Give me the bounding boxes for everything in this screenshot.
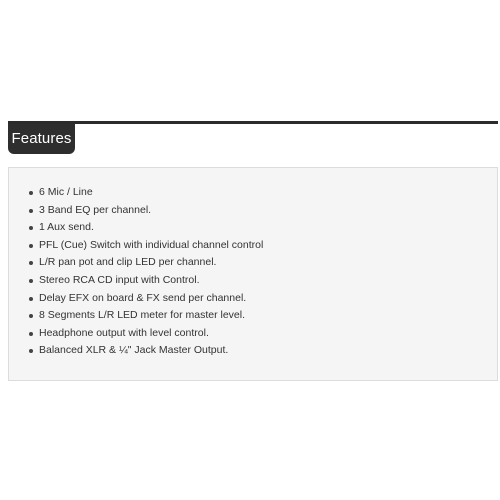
feature-list-item [29,237,263,255]
bullet-icon [29,191,33,195]
section-divider [8,121,498,124]
bullet-icon [29,279,33,283]
bullet-icon [29,209,33,213]
feature-text: Delay EFX on board & FX send per channel. [39,291,247,304]
feature-list-item [29,219,263,237]
feature-text: Balanced XLR & ¼" Jack Master Output. [39,344,229,357]
feature-list-item [29,272,263,290]
bullet-icon [29,314,33,318]
feature-list-item [29,290,263,308]
features-panel [8,167,498,381]
feature-text: 1 Aux send. [39,221,94,234]
bullet-icon [29,332,33,336]
bullet-icon [29,226,33,230]
feature-text: 6 Mic / Line [39,186,93,198]
feature-list-item [29,342,263,360]
feature-text: L/R pan pot and clip LED per channel. [39,256,217,269]
bullet-icon [29,244,33,248]
bullet-icon [29,297,33,301]
feature-list-item [29,307,263,325]
feature-text: Stereo RCA CD input with Control. [39,273,200,286]
feature-list-item [29,254,263,272]
bullet-icon [29,349,33,353]
feature-text: 3 Band EQ per channel. [39,203,152,216]
feature-list-item [29,184,263,202]
feature-text: PFL (Cue) Switch with individual channel control [39,238,264,251]
bullet-icon [29,261,33,265]
features-list [29,184,263,360]
feature-list-item [29,325,263,343]
feature-text: Headphone output with level control. [39,326,209,339]
feature-text: 8 Segments L/R LED meter for master level. [39,309,245,322]
features-tab-title: Features [8,124,75,154]
feature-list-item [29,202,263,220]
